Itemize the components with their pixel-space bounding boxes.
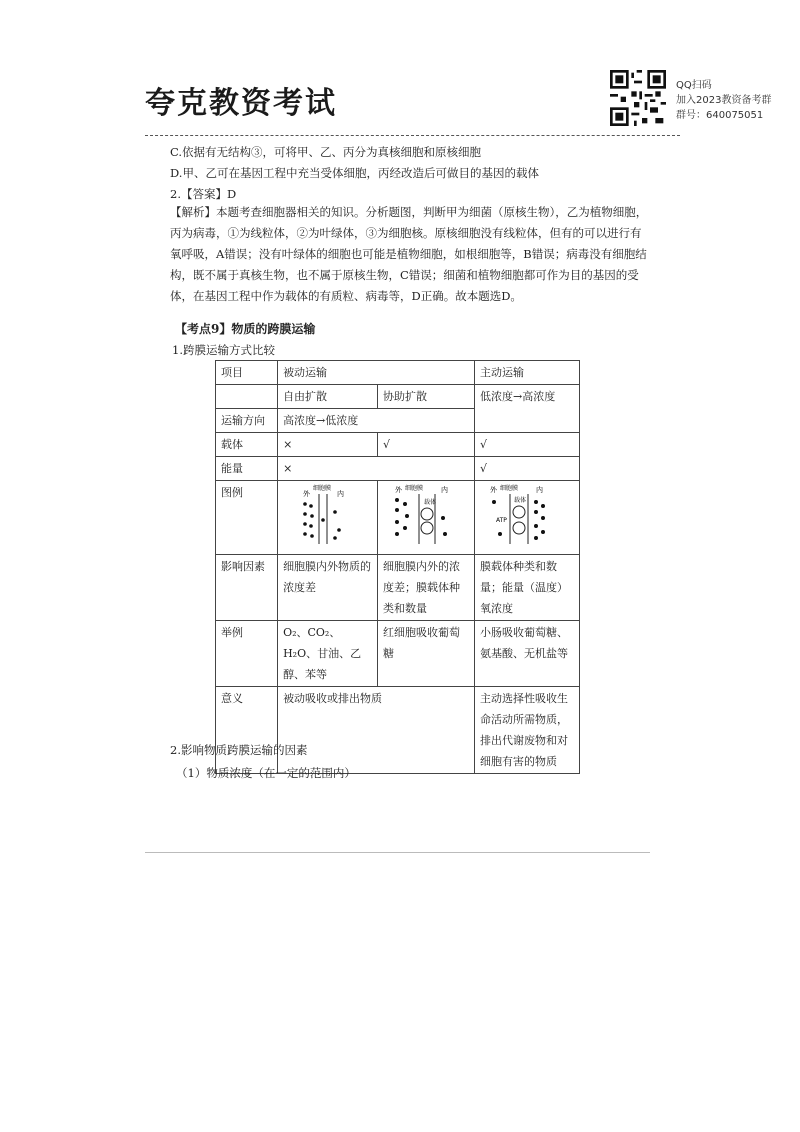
transport-comparison-table [215,360,580,774]
cell-passive-direction: 高浓度→低浓度 [278,409,475,433]
factor-item-1: （1）物质浓度（在一定的范围内） [176,766,356,780]
cell-meaning-passive: 被动吸收或排出物质 [278,687,475,774]
cell-active-header: 主动运输 [475,361,580,385]
table-row [216,457,580,481]
analysis-paragraph: 【解析】本题考查细胞器相关的知识。分析题图，判断甲为细菌（原核生物），乙为植物细胞，丙为病毒，①为线粒体，②为叶绿体，③为细胞核。原核细胞没有线粒体，但有的可以进行有氧呼吸，A错误；没有叶绿体的细胞也可能是植物细胞，如根细胞等，B错误；病毒没有细胞结构，既不属于真核生物，也不属于原核生物，C错误；细菌和植物细胞都可作为目的基因的受体，在基因工程中作为载体的有质粒、病毒等，D正确。故本题选D。 [170,205,648,303]
cell-item-header: 项目 [216,361,278,385]
table-row [216,481,580,555]
qr-caption-line3: 群号：640075051 [676,110,764,121]
header-divider [145,135,680,136]
cell-free-diffusion: 自由扩散 [278,385,378,409]
answer-line: 2.【答案】D [170,187,237,201]
label-inside: 内 [441,486,449,494]
cell-active-direction: 低浓度→高浓度 [475,385,580,433]
label-membrane: 细胞膜 [500,485,519,492]
cell-factors-active: 膜载体种类和数量；能量（温度）氧浓度 [475,555,580,621]
active-transport-diagram [480,482,572,546]
cell-example-free: O₂、CO₂、H₂O、甘油、乙醇、苯等 [278,621,378,687]
label-outside: 外 [490,486,498,494]
option-c: C.依据有无结构③，可将甲、乙、丙分为真核细胞和原核细胞 [170,145,482,159]
table-row [216,621,580,687]
qr-caption-line1: QQ扫码 [676,80,712,91]
cell-meaning-label: 意义 [216,687,278,774]
cell-energy-passive: × [278,457,475,481]
cell-energy-label: 能量 [216,457,278,481]
label-carrier: 载体 [424,499,437,506]
label-inside: 内 [337,490,345,498]
cell-empty [216,385,278,409]
table-row [216,687,580,774]
cell-factors-facilitated: 细胞膜内外的浓度差；膜载体种类和数量 [378,555,475,621]
cell-meaning-active: 主动选择性吸收生命活动所需物质，排出代谢废物和对细胞有害的物质 [475,687,580,774]
table-row [216,385,580,409]
cell-diagram-facilitated [378,481,475,555]
cell-energy-active: √ [475,457,580,481]
cell-diagram-label: 图例 [216,481,278,555]
qr-caption [676,78,771,123]
label-atp: ATP [496,517,507,524]
cell-carrier-active: √ [475,433,580,457]
brand-logo: 夸克教资考试 [145,86,337,121]
footer-divider [145,852,650,853]
label-membrane: 细胞膜 [313,485,332,492]
qr-caption-line2: 加入2023教资备考群 [676,95,772,106]
facilitated-diffusion-diagram [383,482,469,546]
cell-facilitated-diffusion: 协助扩散 [378,385,475,409]
section-heading: 【考点9】物质的跨膜运输 [175,322,316,336]
cell-example-label: 举例 [216,621,278,687]
cell-diagram-active [475,481,580,555]
table-row [216,555,580,621]
label-outside: 外 [303,490,311,498]
label-carrier: 载体 [514,497,527,504]
table-row [216,433,580,457]
subheading-comparison: 1.跨膜运输方式比较 [172,343,275,357]
label-outside: 外 [395,486,403,494]
cell-carrier-free: × [278,433,378,457]
cell-example-active: 小肠吸收葡萄糖、氨基酸、无机盐等 [475,621,580,687]
option-d: D.甲、乙可在基因工程中充当受体细胞，丙经改造后可做目的基因的载体 [170,166,539,180]
label-membrane: 细胞膜 [405,485,424,492]
cell-carrier-label: 载体 [216,433,278,457]
cell-factors-free: 细胞膜内外物质的浓度差 [278,555,378,621]
cell-example-facilitated: 红细胞吸收葡萄糖 [378,621,475,687]
cell-passive-header: 被动运输 [278,361,475,385]
label-inside: 内 [536,486,544,494]
cell-factors-label: 影响因素 [216,555,278,621]
cell-direction-label: 运输方向 [216,409,278,433]
cell-carrier-facilitated: √ [378,433,475,457]
cell-diagram-free [278,481,378,555]
free-diffusion-diagram [283,482,371,546]
subheading-factors: 2.影响物质跨膜运输的因素 [170,743,308,757]
qr-code-icon[interactable] [610,70,666,126]
table-row [216,361,580,385]
